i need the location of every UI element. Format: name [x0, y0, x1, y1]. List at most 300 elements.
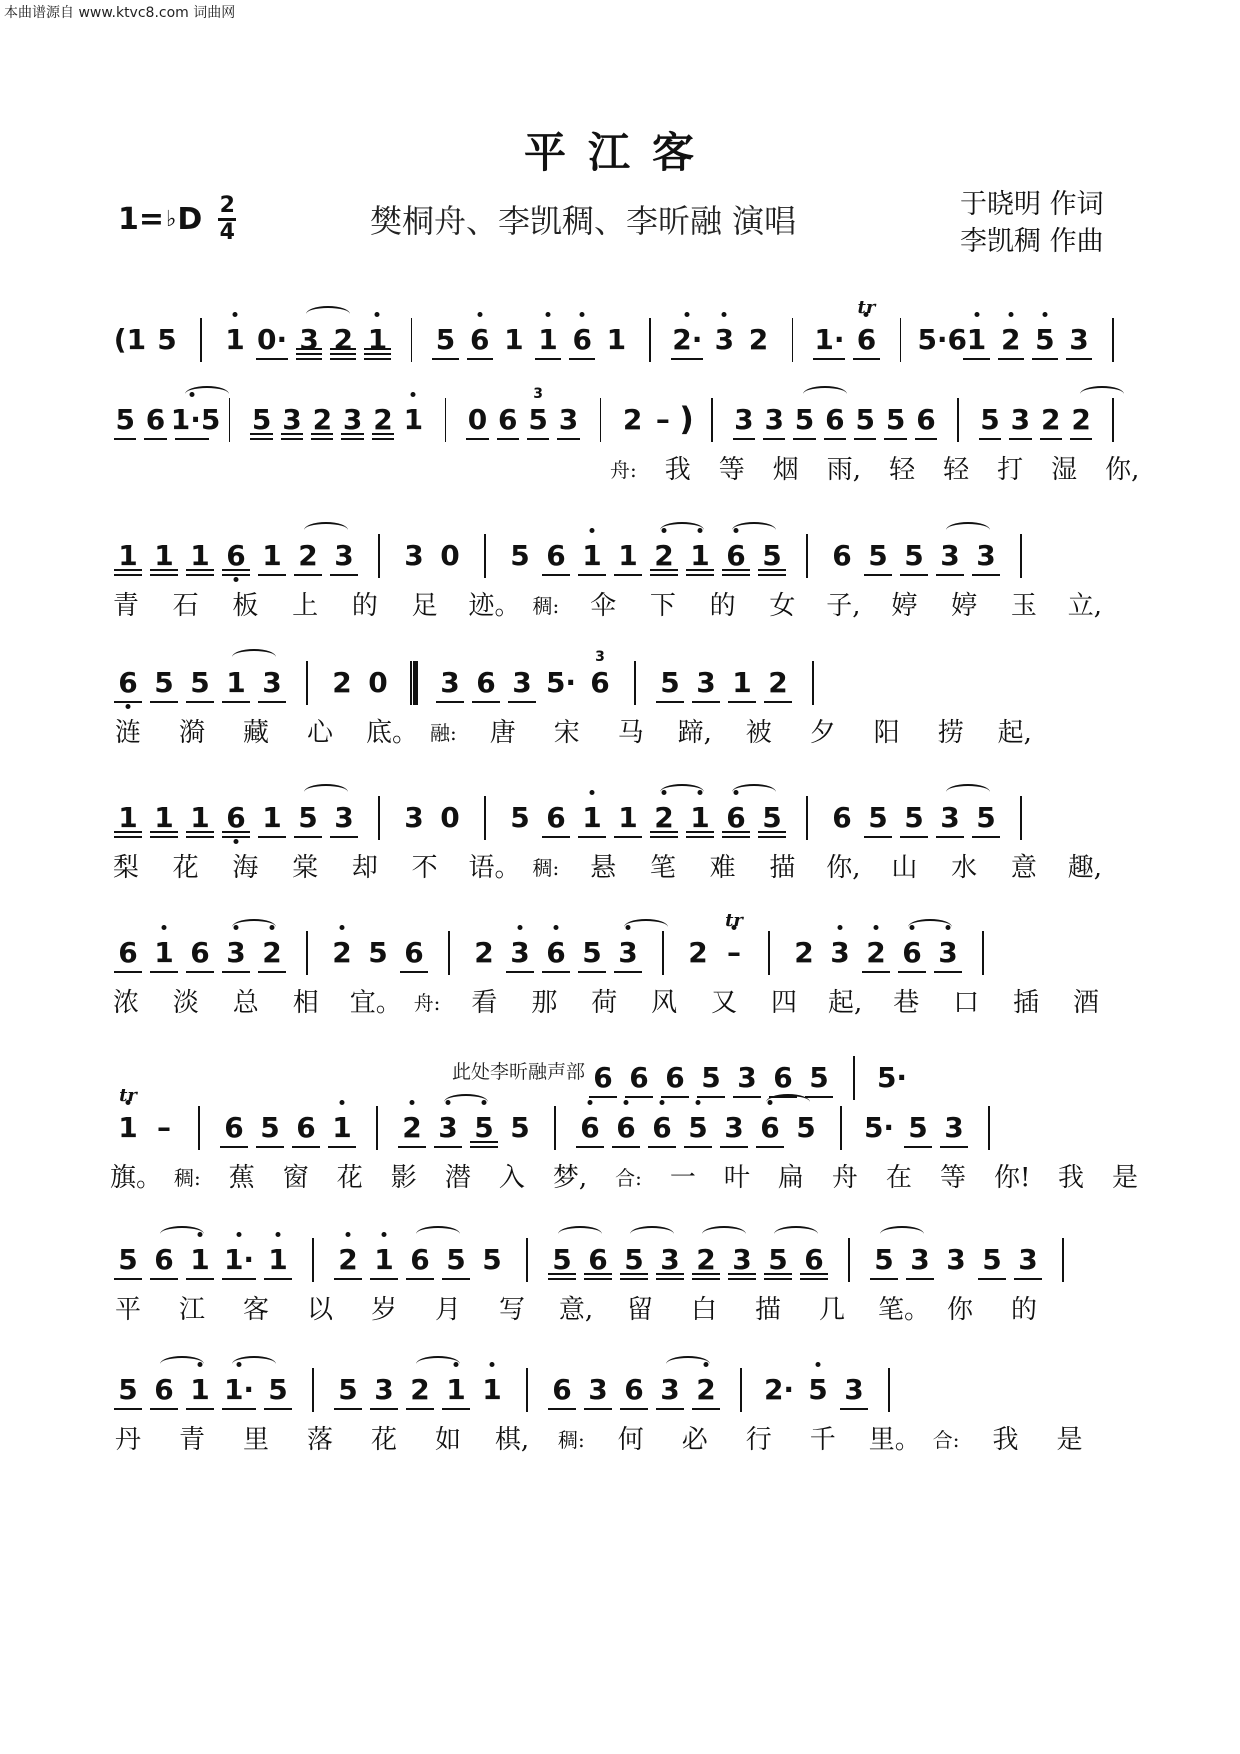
barline: [1062, 1238, 1064, 1282]
lyric-char: 下: [649, 591, 676, 621]
note: 1: [574, 790, 610, 840]
lyric-char: 花: [172, 853, 199, 883]
note: 5: [510, 539, 530, 572]
lyric-char: 花: [370, 1425, 397, 1455]
lyric-char: 板: [232, 591, 259, 621]
lyric-char: 水: [951, 853, 978, 883]
barline: [768, 931, 770, 975]
lyric-char: 阳: [873, 718, 900, 748]
octave-dot-high: [198, 1232, 203, 1237]
lyric-char: 轻: [943, 455, 970, 485]
note: 2: [688, 1232, 724, 1282]
lyric-char: 悬: [590, 853, 617, 883]
note: 5: [680, 1100, 716, 1150]
lyric-char: 山: [891, 853, 918, 883]
note: 3: [580, 1362, 616, 1412]
lyric-char: 蕉: [228, 1163, 255, 1193]
lyric-char: 看: [471, 988, 498, 1018]
note: 2: [688, 1362, 724, 1412]
octave-dot-high: [375, 312, 380, 317]
octave-dot-high: [346, 1232, 351, 1237]
lyric-char: 伞: [590, 591, 617, 621]
note: 2: [994, 312, 1028, 362]
lyric-char: 落: [306, 1425, 333, 1455]
note: 6: [565, 312, 599, 362]
octave-dot-high: [546, 312, 551, 317]
lyric-char: 石: [172, 591, 199, 621]
octave-dot-high: [198, 1362, 203, 1367]
note: 1: [182, 790, 218, 840]
lyric-char: 里: [242, 1425, 269, 1455]
note: 5: [800, 1362, 836, 1412]
lyric-char: 荷: [591, 988, 618, 1018]
composer: 李凯稠 作曲: [960, 226, 1104, 257]
lyric-char: 客: [242, 1295, 269, 1325]
note: 3: [502, 925, 538, 975]
lyric-char: 留: [626, 1295, 653, 1325]
barline: [662, 931, 664, 975]
close-paren: ): [679, 400, 694, 438]
barline: [812, 661, 814, 705]
note: 1: [146, 528, 182, 578]
note: 6: [493, 392, 523, 442]
note: 3: [404, 539, 424, 572]
note: 6: [146, 1232, 182, 1282]
barline: [1020, 796, 1022, 840]
repeat-start-barline: [410, 661, 418, 705]
note: 1: [504, 323, 524, 356]
note: 0: [440, 801, 460, 834]
lyric-char: 描: [754, 1295, 781, 1325]
note: 3: [836, 1362, 872, 1412]
note: 1: [366, 1232, 402, 1282]
note: –: [157, 1111, 171, 1144]
lyric-char: 迹。: [468, 591, 521, 621]
note: 6: [616, 1362, 652, 1412]
barline: [198, 1106, 200, 1150]
note: 2: [748, 323, 769, 356]
note: 1: [438, 1362, 474, 1412]
octave-dot-high: [237, 1232, 242, 1237]
harmony-line: [585, 1050, 913, 1100]
note: 6: [110, 925, 146, 975]
note: 1: [531, 312, 565, 362]
barline: [200, 318, 202, 362]
score-system: [110, 1362, 1130, 1462]
octave-dot-high: [340, 1100, 345, 1105]
barline: [988, 1106, 990, 1150]
note: 5·: [863, 1111, 895, 1144]
note: 5: [616, 1232, 652, 1282]
note: 2: [402, 1362, 438, 1412]
lyric-char: 起,: [997, 718, 1032, 748]
note: 5: [157, 323, 177, 356]
lyric-char: 的: [1010, 1295, 1037, 1325]
note: 1: [254, 528, 290, 578]
lyric-char: 丹: [114, 1425, 141, 1455]
octave-dot-high: [411, 392, 416, 397]
lyric-char: 白: [690, 1295, 717, 1325]
barline: [484, 796, 486, 840]
lyric-char: 窗: [282, 1163, 309, 1193]
note: 6: [402, 1232, 438, 1282]
barline: [376, 1106, 378, 1150]
note: 2: [307, 392, 337, 442]
lyric-char: 扁: [777, 1163, 804, 1193]
lyric-char: 你: [946, 1295, 973, 1325]
lyric-char: 烟: [772, 455, 799, 485]
barline: [526, 1238, 528, 1282]
note: 5: [438, 1232, 474, 1282]
octave-dot-high: [382, 1232, 387, 1237]
slur-arc: [624, 919, 668, 935]
score-system: [110, 528, 1130, 628]
lyric-char: 捞: [937, 718, 964, 748]
note: 6: [538, 925, 574, 975]
lyric-char: 却: [351, 853, 378, 883]
octave-dot-high: [410, 1100, 415, 1105]
note-row: [110, 1362, 1130, 1418]
note: 5: [860, 528, 896, 578]
note: 2: [688, 936, 708, 969]
score-system: [110, 790, 1130, 890]
time-signature: [218, 194, 236, 245]
lyric-char: 梦,: [552, 1163, 588, 1193]
note: 2: [858, 925, 894, 975]
note: 5: [182, 655, 218, 705]
barline: [806, 796, 808, 840]
note: 3: [326, 790, 362, 840]
note: (1: [113, 323, 147, 356]
singer-tag: 合:: [615, 1166, 642, 1190]
lyric-char: 以: [306, 1295, 333, 1325]
score-system: [110, 1232, 1130, 1332]
lyric-char: 足: [411, 591, 438, 621]
barline: [848, 1238, 850, 1282]
note: 5: [260, 1362, 296, 1412]
note: 5: [975, 392, 1005, 442]
lyric-char: 女: [769, 591, 796, 621]
note: 5: [110, 392, 140, 442]
note: 2: [394, 1100, 430, 1150]
note: 1·5: [171, 392, 213, 442]
octave-dot-low: [234, 839, 239, 844]
note: 6: [538, 790, 574, 840]
barline: [888, 1368, 890, 1412]
octave-dot-high: [270, 925, 275, 930]
lyric-char: 底。: [366, 718, 419, 748]
lyric-char: 必: [681, 1425, 708, 1455]
lyric-row: [110, 1292, 1130, 1332]
lyric-char: 你,: [1105, 455, 1140, 485]
lyric-row: [110, 985, 1130, 1025]
octave-dot-high: [974, 312, 979, 317]
note: 3: [707, 312, 741, 362]
lyric-char: 潜: [444, 1163, 471, 1193]
note: 2: [324, 925, 360, 975]
note: 1 tr: [110, 1100, 146, 1150]
note: 6: [146, 1362, 182, 1412]
singer-tag: 合:: [932, 1428, 960, 1452]
note: 0: [368, 666, 388, 699]
note: 6: [182, 925, 218, 975]
lyric-char: 入: [498, 1163, 525, 1193]
slur-arc: [1080, 386, 1124, 402]
note: 3: [432, 655, 468, 705]
lyric-char: 语。: [468, 853, 521, 883]
lyric-char: 相: [292, 988, 319, 1018]
lyric-char: 花: [336, 1163, 363, 1193]
note: 2: [332, 666, 352, 699]
lyric-char: 婷: [891, 591, 918, 621]
note: 6: [718, 528, 754, 578]
lyric-char: 子,: [826, 591, 861, 621]
octave-dot-high: [554, 925, 559, 930]
note: 6: [463, 312, 497, 362]
lyric-char: 里。: [868, 1425, 921, 1455]
lyric-char: 淡: [172, 988, 199, 1018]
octave-dot-high: [1042, 312, 1047, 317]
note: 5: [1028, 312, 1062, 362]
note: 5: [290, 790, 326, 840]
barline: [411, 318, 413, 362]
lyric-char: 立,: [1067, 591, 1103, 621]
key-note: D: [177, 202, 203, 237]
note: 5: [968, 790, 1004, 840]
lyric-char: 意,: [558, 1295, 594, 1325]
note: 5: [466, 1100, 502, 1150]
lyric-char: 你,: [826, 853, 861, 883]
note: 5: [880, 392, 910, 442]
note: 1: [398, 392, 428, 442]
note: 5·6: [917, 323, 968, 356]
note: 2: [254, 925, 290, 975]
lyric-char: 蹄,: [677, 718, 712, 748]
key-signature: [118, 194, 236, 245]
barline: [982, 931, 984, 975]
note-row: [110, 790, 1130, 846]
note: 1·: [809, 312, 849, 362]
barline: [792, 318, 794, 362]
octave-dot-high: [698, 528, 703, 533]
lyric-char: 是: [1056, 1425, 1083, 1455]
octave-dot-high: [276, 1232, 281, 1237]
lyric-row: [110, 1160, 1138, 1200]
harmony-note: 6: [657, 1050, 693, 1100]
note: 6: [538, 528, 574, 578]
note-row: [110, 1085, 1130, 1156]
note: 2: [1036, 392, 1066, 442]
lyric-char: 玉: [1010, 591, 1037, 621]
note: 5: [574, 925, 610, 975]
note: 3: [822, 925, 858, 975]
lyric-char: 巷: [893, 988, 920, 1018]
note: 1: [682, 790, 718, 840]
harmony-note: 5: [693, 1050, 729, 1100]
note: 1: [682, 528, 718, 578]
lyric-char: 你!: [993, 1163, 1031, 1193]
note: 1: [474, 1362, 510, 1412]
note: 5: [510, 801, 530, 834]
barline: [957, 398, 959, 442]
lyric-char: 我: [664, 455, 691, 485]
lyric-char: 风: [651, 988, 678, 1018]
note: 5: [146, 655, 182, 705]
lyric-char: 心: [306, 718, 333, 748]
lyric-char: 轻: [889, 455, 916, 485]
note: 1·: [218, 1362, 260, 1412]
score-system: [110, 297, 1130, 368]
note: 5: [510, 1111, 530, 1144]
singer-tag: 舟:: [413, 991, 441, 1015]
lyric-char: 旗。: [110, 1163, 163, 1193]
note: 2: [368, 392, 398, 442]
barline: [229, 398, 231, 442]
lyric-row: [110, 1422, 1130, 1462]
note: –: [655, 403, 670, 436]
note: 5: [860, 790, 896, 840]
lyric-char: 千: [809, 1425, 836, 1455]
note: 6: [832, 801, 852, 834]
lyric-char: 不: [411, 853, 438, 883]
note: 1: [218, 655, 254, 705]
octave-dot-high: [874, 925, 879, 930]
lyric-char: 夕: [809, 718, 836, 748]
note: 2: [760, 655, 796, 705]
note: 3: [759, 392, 789, 442]
note: 2: [794, 936, 814, 969]
note: 5: [760, 1232, 796, 1282]
lyric-row: [110, 452, 1140, 492]
octave-dot-high: [162, 925, 167, 930]
lyric-char: 湿: [1051, 455, 1078, 485]
lyric-row: [110, 850, 1130, 890]
lyric-char: 岁: [370, 1295, 397, 1325]
note: 3: [326, 528, 362, 578]
singer-tag: 稠:: [558, 1428, 585, 1452]
lyric-char: 写: [498, 1295, 525, 1325]
grace-note: 3: [595, 649, 605, 665]
octave-dot-high: [660, 1100, 665, 1105]
note: 1: [324, 1100, 360, 1150]
octave-dot-high: [518, 925, 523, 930]
note: 3: [610, 925, 646, 975]
barline: [306, 661, 308, 705]
note: 0: [462, 392, 492, 442]
note: 2: [326, 312, 360, 362]
lyric-char: 梨: [112, 853, 139, 883]
note-row: [110, 649, 1130, 711]
note: 5: [789, 392, 819, 442]
note: 1: [146, 790, 182, 840]
singers: 樊桐舟、李凯稠、李昕融 演唱: [370, 202, 797, 240]
note: 1: [260, 1232, 296, 1282]
barline: [484, 534, 486, 578]
lyric-char: 漪: [178, 718, 205, 748]
note: 3: [688, 655, 724, 705]
note: 6: [608, 1100, 644, 1150]
note: 5·: [545, 666, 577, 699]
note: 3: [902, 1232, 938, 1282]
trill-mark: tr: [725, 910, 743, 931]
note: 6: [218, 528, 254, 578]
lyric-char: 月: [434, 1295, 461, 1325]
note: 1: [610, 528, 646, 578]
lyric-char: 影: [390, 1163, 417, 1193]
lyric-char: 我: [1057, 1163, 1084, 1193]
octave-dot-low: [234, 577, 239, 582]
octave-dot-high: [588, 1100, 593, 1105]
note: 3: [652, 1232, 688, 1282]
note: 5: [110, 1232, 146, 1282]
octave-dot-high: [580, 312, 585, 317]
note: 3: [504, 655, 540, 705]
note: 3: [553, 392, 583, 442]
lyric-char: 那: [531, 988, 558, 1018]
barline: [600, 398, 602, 442]
barline: [526, 1368, 528, 1412]
singer-tag: 稠:: [174, 1166, 201, 1190]
harmony-note: 6: [621, 1050, 657, 1100]
note: 5: [330, 1362, 366, 1412]
lyric-char: 意: [1010, 853, 1037, 883]
barline: [900, 318, 902, 362]
note: 5: [796, 1111, 816, 1144]
note: 6: [832, 539, 852, 572]
note: 3: [1005, 392, 1035, 442]
lyric-char: 四: [771, 988, 798, 1018]
note: 5: [974, 1232, 1010, 1282]
lyric-char: 舟: [831, 1163, 858, 1193]
note: 0: [440, 539, 460, 572]
note: 2: [290, 528, 326, 578]
lyric-char: 笔: [649, 853, 676, 883]
note: 5: [896, 528, 932, 578]
lyric-char: 描: [769, 853, 796, 883]
note: 6: [572, 1100, 608, 1150]
note: 6: [820, 392, 850, 442]
barline: [853, 1056, 855, 1100]
harmony-note: 5: [801, 1050, 837, 1100]
note: 5 3: [523, 392, 553, 442]
note: 1: [218, 312, 252, 362]
lyric-char: 藏: [242, 718, 269, 748]
note: 3: [430, 1100, 466, 1150]
note: – tr: [716, 925, 752, 975]
note: 6: [216, 1100, 252, 1150]
lyric-char: 是: [1111, 1163, 1138, 1193]
note: 3: [337, 392, 367, 442]
barline: [711, 398, 713, 442]
note: 1: [182, 1362, 218, 1412]
note: 3: [254, 655, 290, 705]
watermark: 本曲谱源自 www.ktvc8.com 词曲网: [4, 5, 236, 21]
harmony-note: 5·: [876, 1061, 908, 1094]
lyric-char: 又: [711, 988, 738, 1018]
note: 6: [644, 1100, 680, 1150]
lyric-char: 的: [351, 591, 378, 621]
note: 5: [428, 312, 462, 362]
note-row: [110, 910, 1130, 981]
note: 3: [946, 1243, 966, 1276]
octave-dot-high: [816, 1362, 821, 1367]
octave-dot-high: [490, 1362, 495, 1367]
note-row: [110, 386, 1130, 448]
lyric-char: 在: [885, 1163, 912, 1193]
barline: [312, 1238, 314, 1282]
note: 3: [729, 392, 759, 442]
note: 2·: [763, 1373, 795, 1406]
